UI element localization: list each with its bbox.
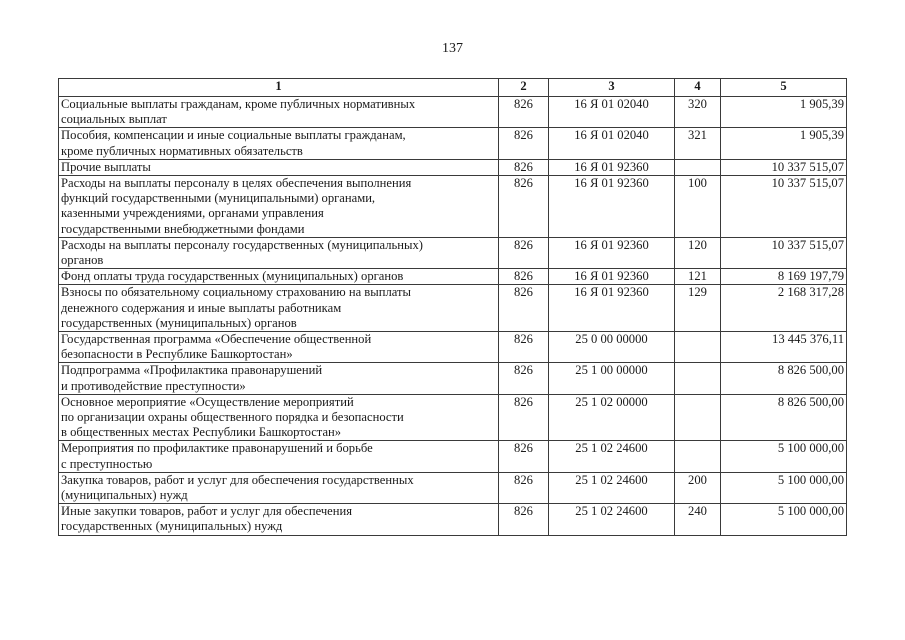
table-header-row <box>59 79 847 97</box>
table-row <box>59 285 847 332</box>
row-amount-cell: 10 337 515,07 <box>721 159 847 175</box>
row-amount-cell: 1 905,39 <box>721 97 847 128</box>
column-header-expense-type: 4 <box>675 79 721 97</box>
row-name-cell: Основное мероприятие «Осуществление мероприятий по организации охраны общественного порядка и безопасности в общественных местах Республики Башкортостан» <box>59 394 499 441</box>
budget-table <box>58 78 847 536</box>
row-expense-type-cell <box>675 394 721 441</box>
row-expense-type-cell: 321 <box>675 128 721 159</box>
row-amount-cell: 8 169 197,79 <box>721 269 847 285</box>
row-ministry-cell: 826 <box>499 472 549 503</box>
row-amount-cell: 2 168 317,28 <box>721 285 847 332</box>
row-ministry-cell: 826 <box>499 363 549 394</box>
row-ministry-cell: 826 <box>499 237 549 268</box>
table-body <box>59 97 847 536</box>
row-name-cell: Расходы на выплаты персоналу в целях обеспечения выполнения функций государственными (муниципальными) органами, казенными учреждениями, органами управления государственными внебюджетными фондами <box>59 176 499 238</box>
row-ministry-cell: 826 <box>499 441 549 472</box>
row-expense-type-cell: 121 <box>675 269 721 285</box>
row-name-cell: Государственная программа «Обеспечение общественной безопасности в Республике Башкортостан» <box>59 332 499 363</box>
row-amount-cell: 8 826 500,00 <box>721 363 847 394</box>
row-expense-type-cell <box>675 441 721 472</box>
row-target-article-cell: 25 1 00 00000 <box>549 363 675 394</box>
row-ministry-cell: 826 <box>499 332 549 363</box>
row-expense-type-cell: 240 <box>675 504 721 535</box>
column-header-name: 1 <box>59 79 499 97</box>
table-row <box>59 128 847 159</box>
row-ministry-cell: 826 <box>499 394 549 441</box>
row-ministry-cell: 826 <box>499 128 549 159</box>
row-ministry-cell: 826 <box>499 176 549 238</box>
table-row <box>59 332 847 363</box>
row-amount-cell: 13 445 376,11 <box>721 332 847 363</box>
row-target-article-cell: 16 Я 01 92360 <box>549 269 675 285</box>
row-name-cell: Подпрограмма «Профилактика правонарушений и противодействие преступности» <box>59 363 499 394</box>
row-target-article-cell: 16 Я 01 92360 <box>549 237 675 268</box>
table-row <box>59 97 847 128</box>
row-target-article-cell: 25 1 02 24600 <box>549 441 675 472</box>
table-row <box>59 176 847 238</box>
column-header-ministry: 2 <box>499 79 549 97</box>
row-name-cell: Мероприятия по профилактике правонарушений и борьбе с преступностью <box>59 441 499 472</box>
row-expense-type-cell: 129 <box>675 285 721 332</box>
table-row <box>59 269 847 285</box>
table-row <box>59 504 847 535</box>
table-row <box>59 363 847 394</box>
row-amount-cell: 5 100 000,00 <box>721 441 847 472</box>
column-header-target-article: 3 <box>549 79 675 97</box>
row-expense-type-cell: 320 <box>675 97 721 128</box>
row-target-article-cell: 16 Я 01 02040 <box>549 97 675 128</box>
row-expense-type-cell <box>675 159 721 175</box>
row-amount-cell: 1 905,39 <box>721 128 847 159</box>
row-amount-cell: 5 100 000,00 <box>721 504 847 535</box>
column-header-amount: 5 <box>721 79 847 97</box>
row-ministry-cell: 826 <box>499 285 549 332</box>
row-amount-cell: 5 100 000,00 <box>721 472 847 503</box>
row-ministry-cell: 826 <box>499 269 549 285</box>
row-expense-type-cell <box>675 332 721 363</box>
page-number: 137 <box>442 41 463 56</box>
row-expense-type-cell: 120 <box>675 237 721 268</box>
table-row <box>59 159 847 175</box>
row-amount-cell: 8 826 500,00 <box>721 394 847 441</box>
row-ministry-cell: 826 <box>499 504 549 535</box>
row-target-article-cell: 16 Я 01 92360 <box>549 176 675 238</box>
row-target-article-cell: 25 1 02 00000 <box>549 394 675 441</box>
table-row <box>59 441 847 472</box>
row-name-cell: Взносы по обязательному социальному страхованию на выплаты денежного содержания и иные выплаты работникам государственных (муниципальных) органов <box>59 285 499 332</box>
row-name-cell: Социальные выплаты гражданам, кроме публичных нормативных социальных выплат <box>59 97 499 128</box>
row-name-cell: Прочие выплаты <box>59 159 499 175</box>
row-name-cell: Закупка товаров, работ и услуг для обеспечения государственных (муниципальных) нужд <box>59 472 499 503</box>
row-name-cell: Фонд оплаты труда государственных (муниципальных) органов <box>59 269 499 285</box>
row-target-article-cell: 16 Я 01 92360 <box>549 159 675 175</box>
row-target-article-cell: 16 Я 01 92360 <box>549 285 675 332</box>
row-ministry-cell: 826 <box>499 159 549 175</box>
table-row <box>59 472 847 503</box>
row-expense-type-cell: 100 <box>675 176 721 238</box>
row-name-cell: Иные закупки товаров, работ и услуг для обеспечения государственных (муниципальных) нужд <box>59 504 499 535</box>
table-row <box>59 237 847 268</box>
row-target-article-cell: 16 Я 01 02040 <box>549 128 675 159</box>
row-name-cell: Расходы на выплаты персоналу государственных (муниципальных) органов <box>59 237 499 268</box>
table-row <box>59 394 847 441</box>
row-amount-cell: 10 337 515,07 <box>721 176 847 238</box>
row-amount-cell: 10 337 515,07 <box>721 237 847 268</box>
row-target-article-cell: 25 0 00 00000 <box>549 332 675 363</box>
row-target-article-cell: 25 1 02 24600 <box>549 472 675 503</box>
row-expense-type-cell: 200 <box>675 472 721 503</box>
row-target-article-cell: 25 1 02 24600 <box>549 504 675 535</box>
row-ministry-cell: 826 <box>499 97 549 128</box>
row-expense-type-cell <box>675 363 721 394</box>
row-name-cell: Пособия, компенсации и иные социальные выплаты гражданам, кроме публичных нормативных обязательств <box>59 128 499 159</box>
